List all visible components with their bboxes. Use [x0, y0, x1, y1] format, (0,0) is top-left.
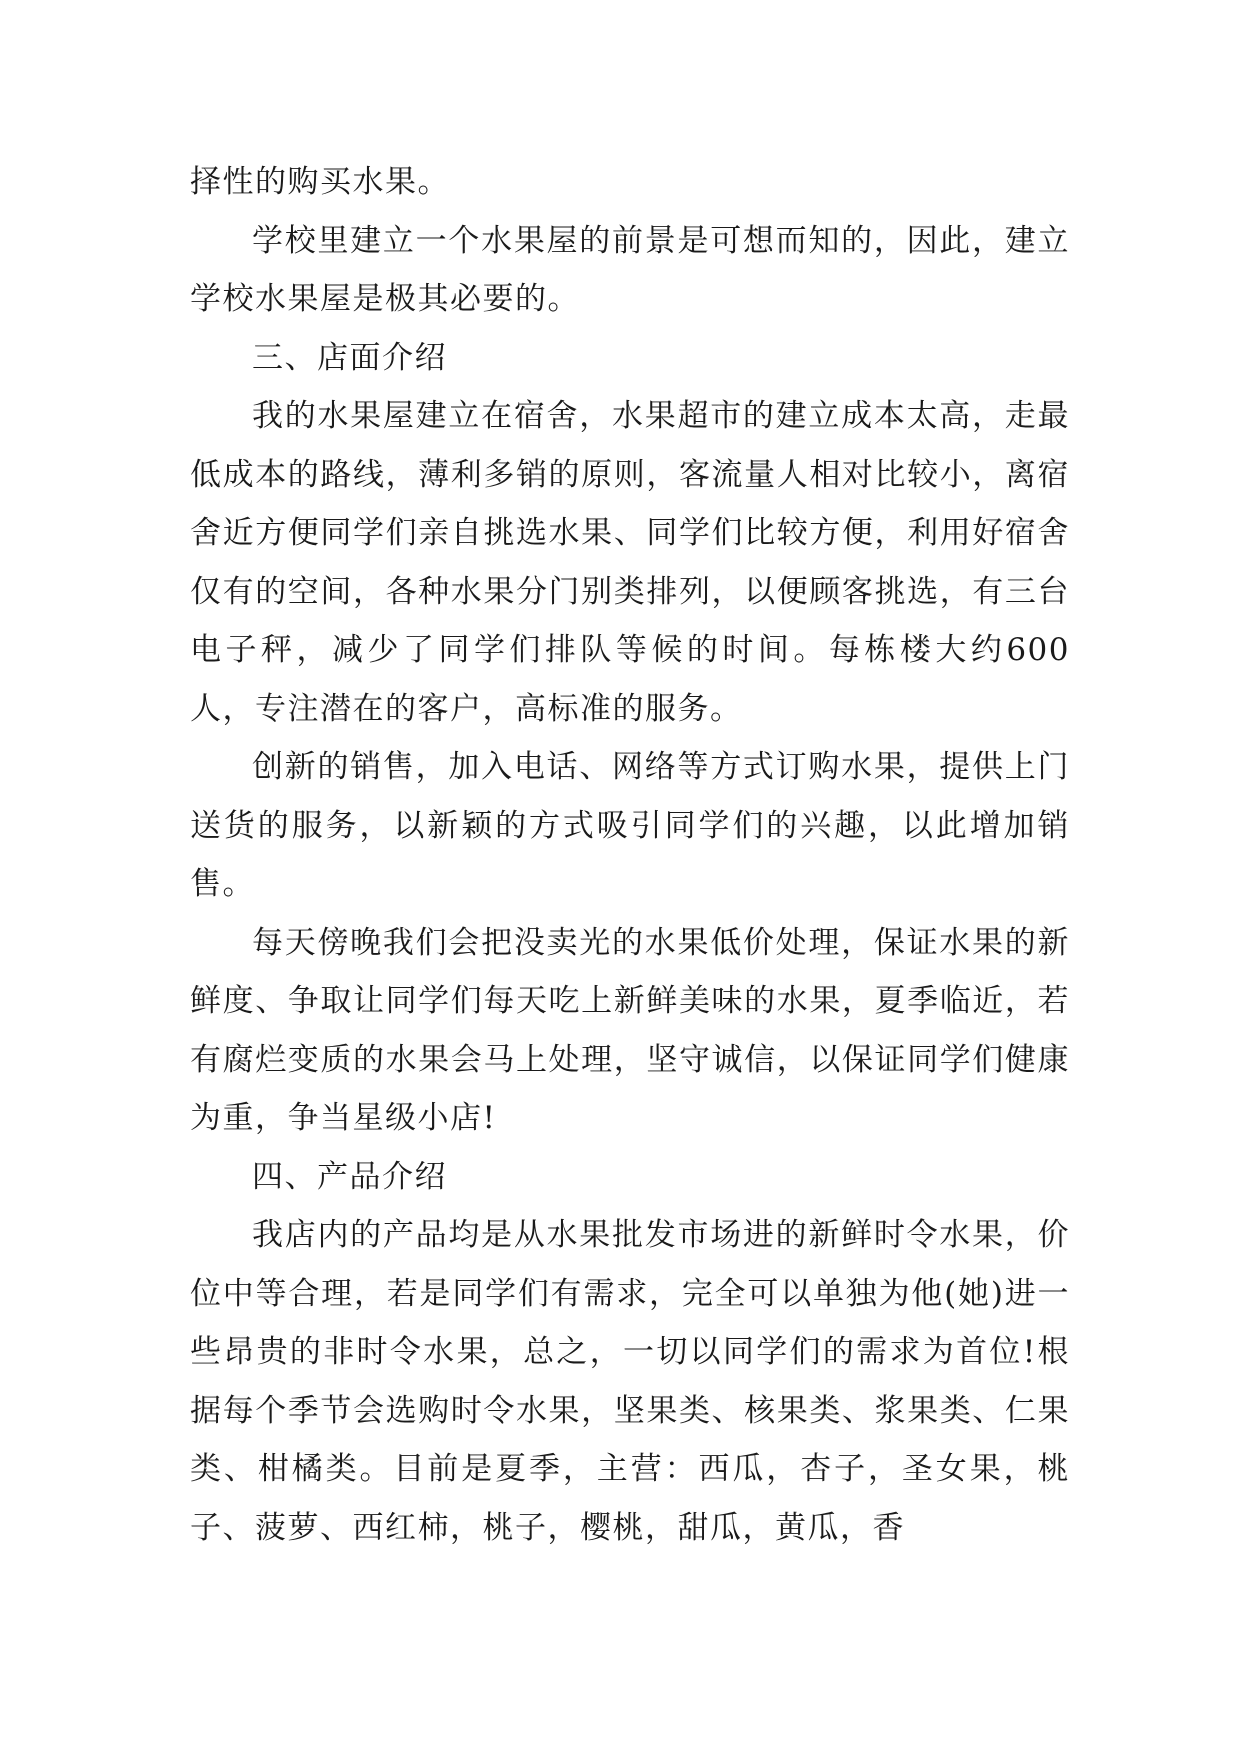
- paragraph: 创新的销售，加入电话、网络等方式订购水果，提供上门送货的服务，以新颖的方式吸引同学们的兴趣，以此增加销售。: [190, 749, 1070, 902]
- document-body: [190, 153, 1070, 1557]
- paragraph: 学校里建立一个水果屋的前景是可想而知的，因此，建立学校水果屋是极其必要的。: [190, 222, 1070, 317]
- paragraph: 择性的购买水果。: [190, 164, 450, 200]
- paragraph: 我店内的产品均是从水果批发市场进的新鲜时令水果，价位中等合理，若是同学们有需求，完全可以单独为他(她)进一些昂贵的非时令水果，总之，一切以同学们的需求为首位!根据每个季节会选购时令水果，坚果类、核果类、浆果类、仁果类、柑橘类。目前是夏季，主营：西瓜，杏子，圣女果，桃子、菠萝、西红柿，桃子，樱桃，甜瓜，黄瓜，香: [190, 1217, 1070, 1546]
- section-heading: 四、产品介绍: [252, 1158, 447, 1195]
- section-heading: 三、店面介绍: [252, 339, 447, 376]
- paragraph: 我的水果屋建立在宿舍，水果超市的建立成本太高，走最低成本的路线，薄利多销的原则，客流量人相对比较小，离宿舍近方便同学们亲自挑选水果、同学们比较方便，利用好宿舍仅有的空间，各种水果分门别类排列，以便顾客挑选，有三台电子秤，减少了同学们排队等候的时间。每栋楼大约600 人，专注潜在的客户，高标准的服务。: [190, 398, 1070, 727]
- paragraph: 每天傍晚我们会把没卖光的水果低价处理，保证水果的新鲜度、争取让同学们每天吃上新鲜美味的水果，夏季临近，若有腐烂变质的水果会马上处理，坚守诚信，以保证同学们健康为重，争当星级小店!: [190, 924, 1070, 1136]
